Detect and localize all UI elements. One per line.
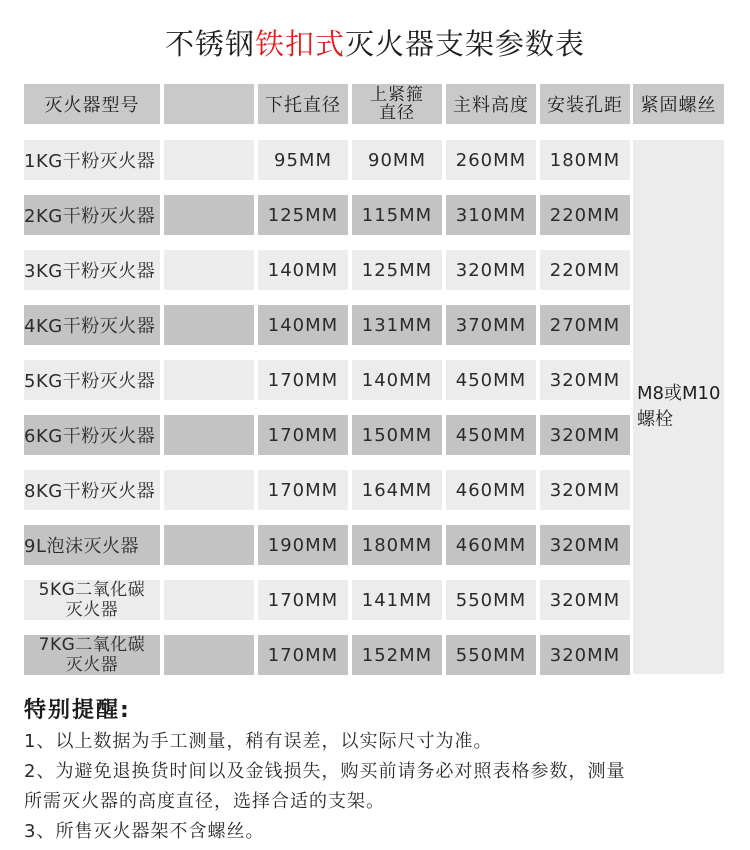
row-3-blank xyxy=(164,305,254,345)
row-3-height: 370MM xyxy=(446,305,536,345)
row-5-blank xyxy=(164,415,254,455)
row-8-model-line2: 灭火器 xyxy=(65,600,119,620)
fastener-cell xyxy=(633,140,724,674)
header-height: 主料高度 xyxy=(446,84,536,124)
row-2-hoop: 125MM xyxy=(352,250,442,290)
row-9-height: 550MM xyxy=(446,635,536,675)
header-model: 灭火器型号 xyxy=(24,84,160,124)
fastener-line2: 螺栓 xyxy=(637,409,673,430)
note-3: 3、所售灭火器架不含螺丝。 xyxy=(24,821,265,842)
row-6-model: 8KG干粉灭火器 xyxy=(24,470,160,510)
row-9-blank xyxy=(164,635,254,675)
row-2-hole: 220MM xyxy=(540,250,630,290)
note-1: 1、以上数据为手工测量，稍有误差，以实际尺寸为准。 xyxy=(24,731,493,752)
row-4-height: 450MM xyxy=(446,360,536,400)
row-7-hole: 320MM xyxy=(540,525,630,565)
row-0-height: 260MM xyxy=(446,140,536,180)
row-9-hole: 320MM xyxy=(540,635,630,675)
row-8-height: 550MM xyxy=(446,580,536,620)
note-2b: 所需灭火器的高度直径，选择合适的支架。 xyxy=(24,791,385,812)
header-hoop-line2: 直径 xyxy=(379,103,415,123)
row-8-model-line1: 5KG二氧化碳 xyxy=(38,580,146,600)
header-hoop-line1: 上紧箍 xyxy=(370,85,424,105)
row-1-blank xyxy=(164,195,254,235)
title-highlight: 铁扣式 xyxy=(254,27,345,61)
row-9-model xyxy=(24,635,160,675)
row-5-model: 6KG干粉灭火器 xyxy=(24,415,160,455)
row-3-model: 4KG干粉灭火器 xyxy=(24,305,160,345)
row-3-hoop: 131MM xyxy=(352,305,442,345)
fastener-line1: M8或M10 xyxy=(637,383,721,404)
row-8-hole: 320MM xyxy=(540,580,630,620)
row-8-bottom: 170MM xyxy=(258,580,348,620)
row-2-height: 320MM xyxy=(446,250,536,290)
row-6-hole: 320MM xyxy=(540,470,630,510)
row-8-blank xyxy=(164,580,254,620)
row-3-bottom: 140MM xyxy=(258,305,348,345)
header-bottom-diameter: 下托直径 xyxy=(258,84,348,124)
row-1-model: 2KG干粉灭火器 xyxy=(24,195,160,235)
row-5-bottom: 170MM xyxy=(258,415,348,455)
row-6-blank xyxy=(164,470,254,510)
notes-title: 特别提醒: xyxy=(24,698,131,723)
header-hole-distance: 安装孔距 xyxy=(540,84,630,124)
row-9-hoop: 152MM xyxy=(352,635,442,675)
row-9-bottom: 170MM xyxy=(258,635,348,675)
row-9-model-line1: 7KG二氧化碳 xyxy=(38,635,146,655)
row-8-model xyxy=(24,580,160,620)
row-5-hoop: 150MM xyxy=(352,415,442,455)
title-suffix: 灭火器支架参数表 xyxy=(345,27,586,61)
row-0-blank xyxy=(164,140,254,180)
row-0-hoop: 90MM xyxy=(352,140,442,180)
row-1-height: 310MM xyxy=(446,195,536,235)
row-0-bottom: 95MM xyxy=(258,140,348,180)
row-4-hoop: 140MM xyxy=(352,360,442,400)
row-7-height: 460MM xyxy=(446,525,536,565)
row-4-bottom: 170MM xyxy=(258,360,348,400)
row-9-model-line2: 灭火器 xyxy=(65,655,119,675)
row-6-hoop: 164MM xyxy=(352,470,442,510)
row-0-hole: 180MM xyxy=(540,140,630,180)
row-3-hole: 270MM xyxy=(540,305,630,345)
row-4-model: 5KG干粉灭火器 xyxy=(24,360,160,400)
row-7-bottom: 190MM xyxy=(258,525,348,565)
header-blank xyxy=(164,84,254,124)
row-7-hoop: 180MM xyxy=(352,525,442,565)
row-7-blank xyxy=(164,525,254,565)
row-1-hoop: 115MM xyxy=(352,195,442,235)
row-6-bottom: 170MM xyxy=(258,470,348,510)
row-8-hoop: 141MM xyxy=(352,580,442,620)
header-fastener: 紧固螺丝 xyxy=(633,84,724,124)
header-hoop-diameter xyxy=(352,84,442,124)
title-prefix: 不锈钢 xyxy=(164,27,255,61)
row-5-height: 450MM xyxy=(446,415,536,455)
row-0-model: 1KG干粉灭火器 xyxy=(24,140,160,180)
row-5-hole: 320MM xyxy=(540,415,630,455)
row-2-blank xyxy=(164,250,254,290)
row-2-model: 3KG干粉灭火器 xyxy=(24,250,160,290)
row-2-bottom: 140MM xyxy=(258,250,348,290)
row-1-hole: 220MM xyxy=(540,195,630,235)
row-6-height: 460MM xyxy=(446,470,536,510)
row-4-blank xyxy=(164,360,254,400)
row-7-model: 9L泡沫灭火器 xyxy=(24,525,160,565)
page-title xyxy=(0,22,750,63)
row-1-bottom: 125MM xyxy=(258,195,348,235)
note-2a: 2、为避免退换货时间以及金钱损失，购买前请务必对照表格参数，测量 xyxy=(24,761,626,782)
row-4-hole: 320MM xyxy=(540,360,630,400)
